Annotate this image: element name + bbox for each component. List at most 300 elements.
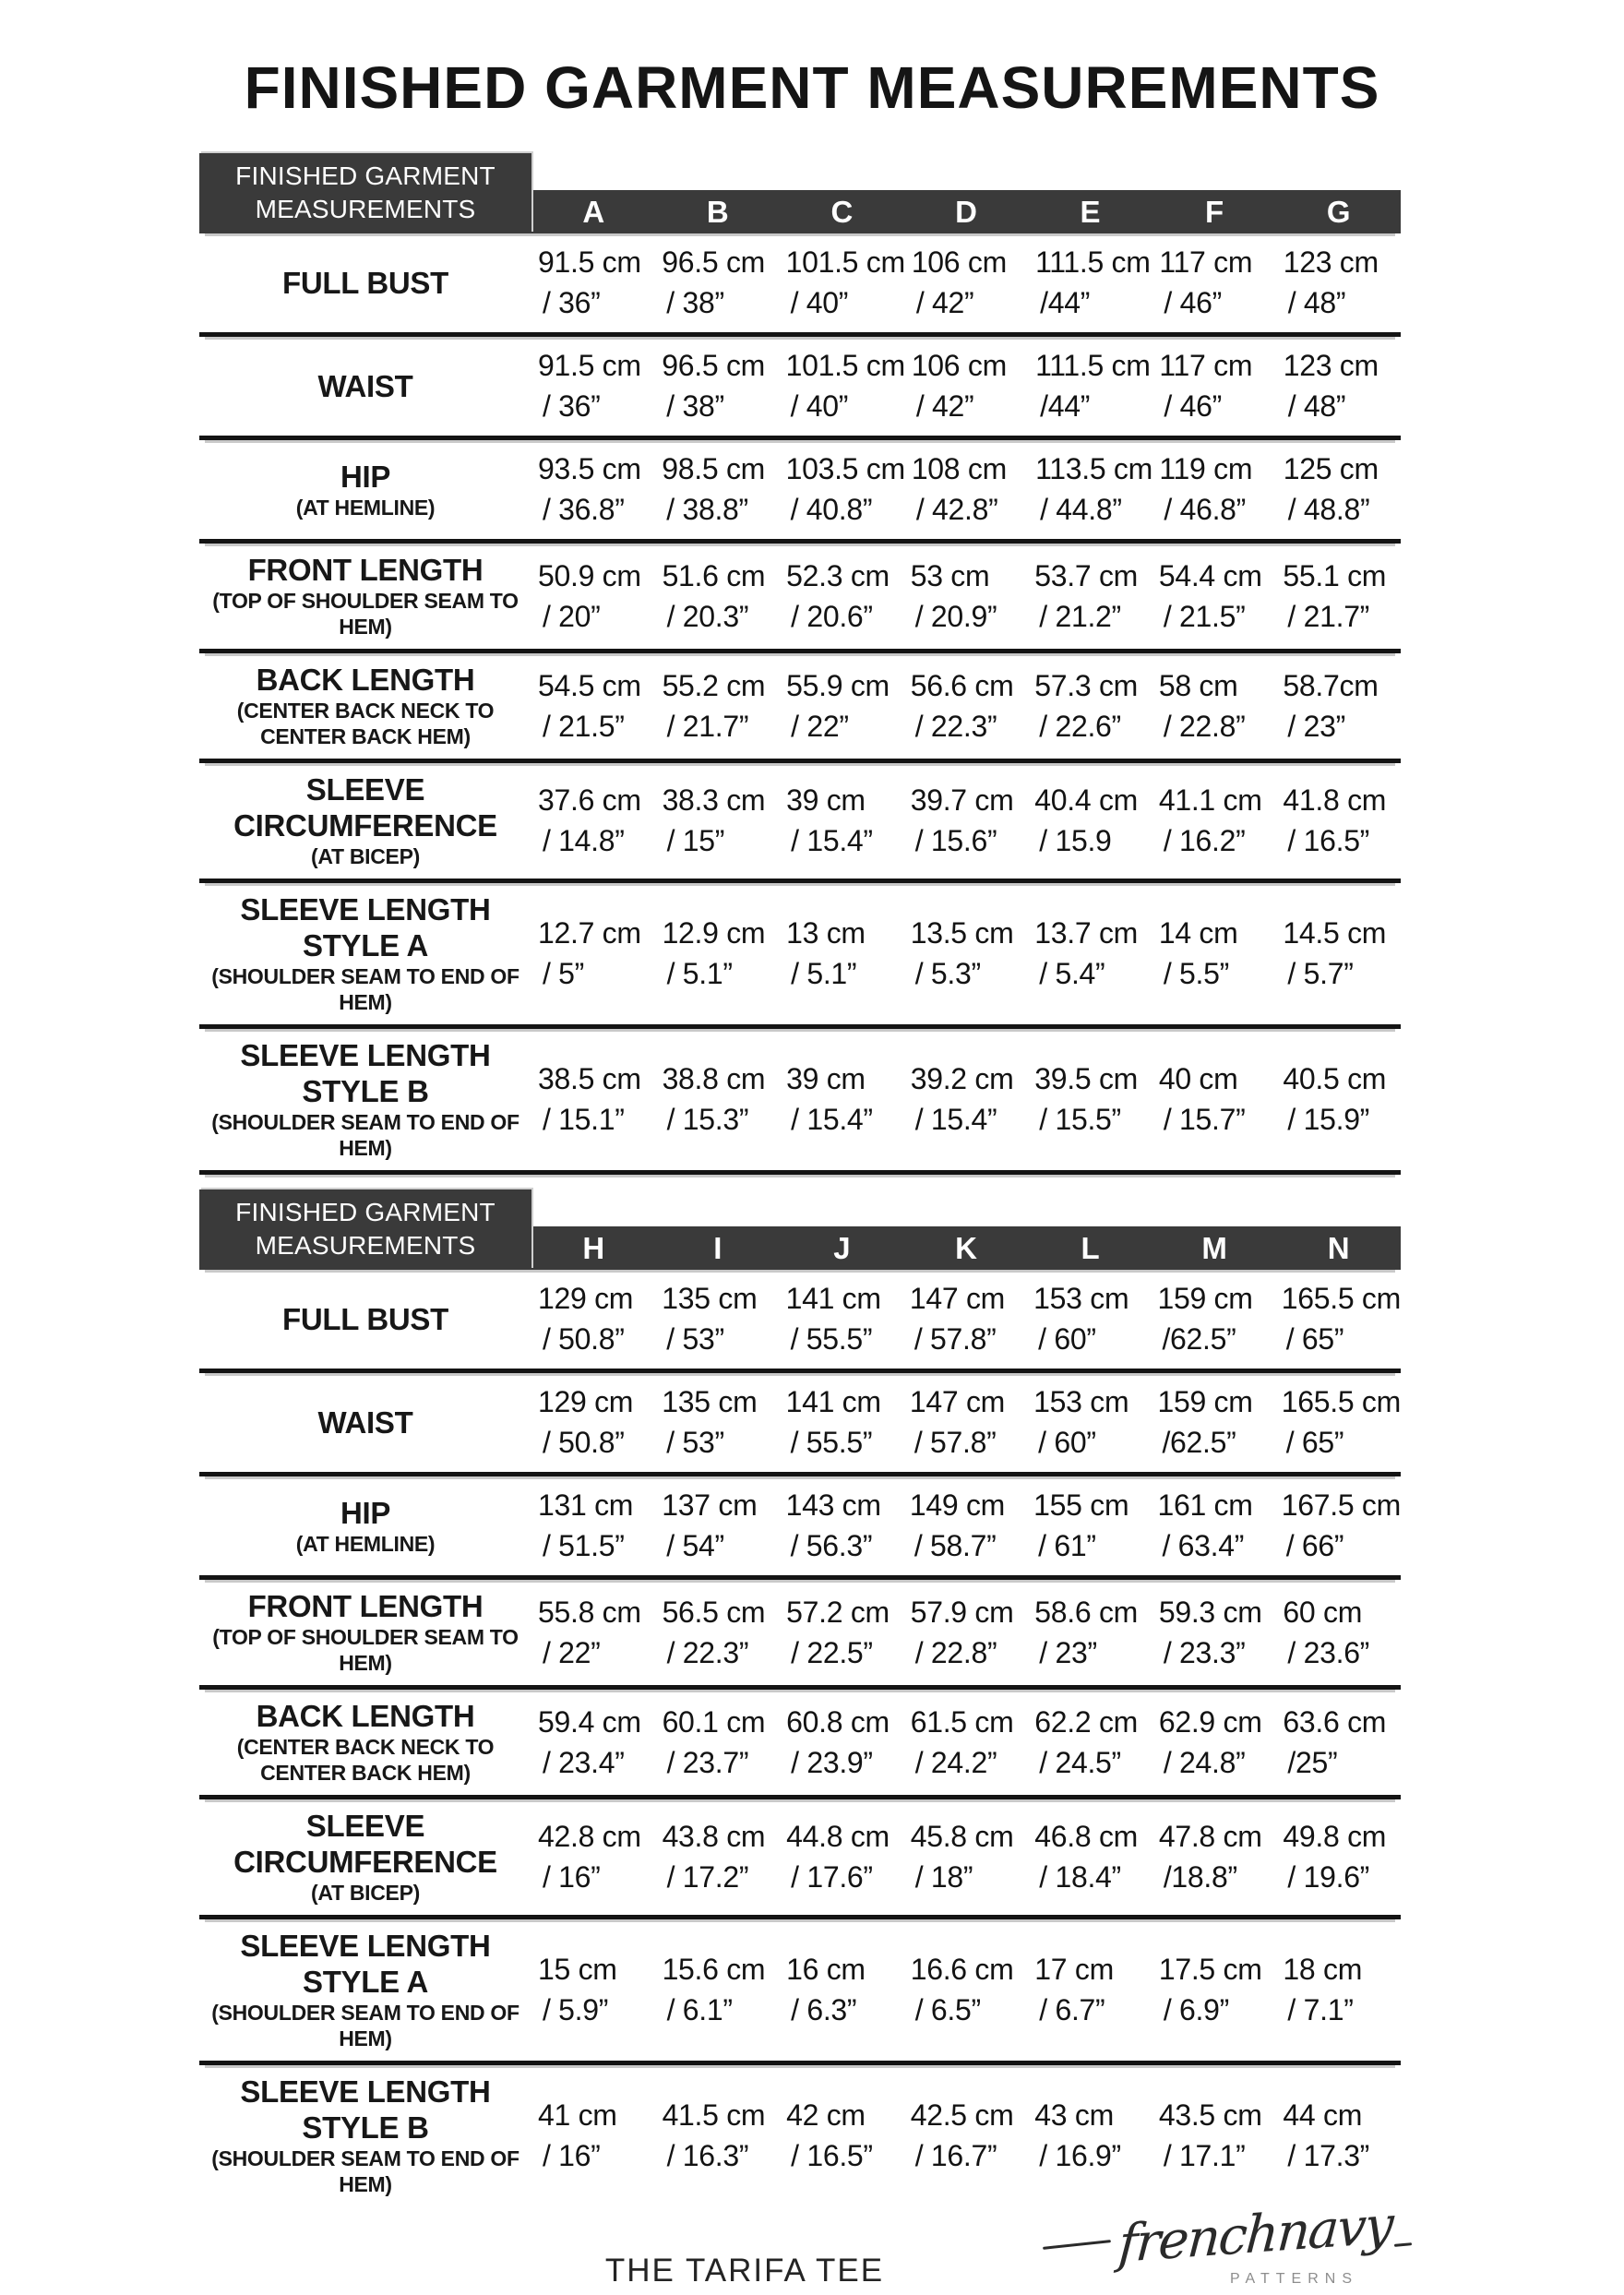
measurement-inches: / 42.8” (915, 493, 998, 526)
measurement-cell (905, 448, 1029, 530)
measurement-cm: 56.5 cm (662, 1595, 766, 1629)
measurement-inches: / 22” (543, 1635, 601, 1669)
measurement-cm: 18 cm (1283, 1953, 1363, 1986)
measurement-cm: 50.9 cm (538, 558, 641, 592)
measurement-cell (780, 913, 904, 994)
logo-flourish-right (1394, 2242, 1412, 2247)
measurement-cm: 55.9 cm (786, 668, 890, 702)
measurement-cm: 17 cm (1034, 1953, 1114, 1986)
table-corner-label (199, 1189, 531, 1270)
measurement-cell (904, 1592, 1029, 1673)
measurement-row (199, 1270, 1401, 1373)
measurement-inches: / 20.3” (666, 599, 749, 633)
measurement-inches: / 15.4” (914, 1103, 997, 1136)
measurement-cm: 167.5 cm (1281, 1488, 1401, 1522)
measurement-inches: / 6.5” (914, 1993, 981, 2026)
size-column-header: E (1080, 194, 1101, 229)
measurement-cm: 44.8 cm (786, 1820, 890, 1853)
measurement-cm: 101.5 cm (785, 349, 905, 382)
measurement-cm: 39 cm (786, 1062, 866, 1095)
measurement-cm: 161 cm (1157, 1488, 1253, 1522)
measurement-inches: / 16” (543, 1860, 601, 1894)
measurement-cm: 60 cm (1283, 1595, 1363, 1629)
measurement-inches: / 7.1” (1287, 1993, 1354, 2026)
row-label-cell (199, 662, 531, 749)
measurement-cm: 38.5 cm (538, 1062, 641, 1095)
measurement-cell (656, 913, 781, 994)
measurement-cell (1152, 780, 1277, 861)
measurement-cell (1027, 1278, 1151, 1359)
measurement-cell (1276, 913, 1401, 994)
size-column-header: G (1326, 194, 1351, 229)
measurement-cell (1028, 2095, 1152, 2176)
row-label-cell (199, 2074, 531, 2197)
measurement-inches: / 18.4” (1039, 1860, 1121, 1894)
measurement-row (199, 1029, 1401, 1175)
measurement-cell (1276, 665, 1401, 747)
logo-flourish-left (1043, 2240, 1111, 2250)
measurement-cell (1028, 556, 1152, 637)
measurement-cell (1028, 1949, 1152, 2030)
measurement-cm: 51.6 cm (662, 558, 766, 592)
measurement-cell (531, 556, 656, 637)
measurement-cm: 44 cm (1283, 2098, 1363, 2132)
measurement-inches: / 36” (543, 286, 601, 319)
corner-label-line: FINISHED GARMENT (235, 161, 496, 190)
measurement-cell (1152, 448, 1276, 530)
measurement-inches: / 48” (1287, 389, 1346, 423)
measurement-cm: 41.8 cm (1283, 783, 1387, 817)
measurement-cm: 15.6 cm (662, 1953, 766, 1986)
measurement-cell (780, 1381, 903, 1463)
measurement-inches: / 17.2” (666, 1860, 749, 1894)
measurement-row (199, 763, 1401, 883)
measurement-cell (655, 448, 779, 530)
measurement-cm: 39.7 cm (910, 783, 1014, 817)
row-label: FRONT LENGTH (247, 1589, 484, 1623)
measurement-inches: / 60” (1038, 1322, 1096, 1356)
measurement-inches: / 60” (1038, 1426, 1096, 1459)
measurement-cm: 159 cm (1157, 1282, 1253, 1315)
measurement-inches: / 16.3” (666, 2139, 749, 2172)
measurement-inches: / 16.5” (1287, 824, 1370, 857)
measurement-cell (1152, 1702, 1277, 1783)
measurement-cell (1276, 2095, 1401, 2176)
measurement-cm: 37.6 cm (538, 783, 641, 817)
measurement-cell (656, 1592, 781, 1673)
row-label: BACK LENGTH (256, 1699, 475, 1733)
measurement-cm: 39.2 cm (910, 1062, 1014, 1095)
measurement-row (199, 233, 1401, 337)
measurement-cell (903, 1278, 1027, 1359)
measurement-inches: / 22.8” (914, 1635, 997, 1669)
measurement-cm: 62.9 cm (1158, 1704, 1262, 1739)
measurement-inches: / 22.3” (666, 1635, 749, 1669)
measurement-cm: 129 cm (538, 1282, 634, 1315)
measurement-inches: / 51.5” (543, 1529, 625, 1562)
size-column-header: L (1081, 1230, 1100, 1265)
row-sublabel: (SHOULDER SEAM TO END OF HEM) (211, 2001, 519, 2050)
measurement-inches: / 20” (543, 599, 601, 633)
measurement-cm: 101.5 cm (785, 245, 905, 279)
size-table-h-n (199, 1198, 1401, 2206)
measurement-row (199, 1690, 1401, 1799)
measurement-cell (655, 242, 779, 323)
row-sublabel: (CENTER BACK NECK TO CENTER BACK HEM) (236, 699, 495, 748)
measurement-cell (531, 1592, 656, 1673)
measurement-cell (904, 1816, 1029, 1897)
size-column-header: D (955, 194, 977, 229)
measurement-cm: 135 cm (662, 1385, 758, 1418)
measurement-cell (1028, 1058, 1152, 1140)
measurement-inches: / 56.3” (790, 1529, 873, 1562)
measurement-cell (904, 1949, 1029, 2030)
row-label: SLEEVE LENGTH STYLE A (240, 1929, 491, 1999)
measurement-cell (531, 1816, 656, 1897)
measurement-cell (656, 556, 781, 637)
measurement-cm: 106 cm (911, 349, 1007, 382)
row-label: FRONT LENGTH (247, 553, 484, 587)
measurement-inches: / 19.6” (1287, 1860, 1370, 1894)
measurement-cm: 17.5 cm (1158, 1953, 1262, 1986)
measurement-inches: / 20.6” (791, 599, 873, 633)
size-column-header: J (833, 1230, 851, 1265)
measurement-inches: / 58.7” (914, 1529, 997, 1562)
measurement-inches: / 55.5” (790, 1426, 873, 1459)
measurement-row (199, 2065, 1401, 2206)
measurement-cm: 60.1 cm (662, 1704, 766, 1739)
measurement-cm: 16 cm (786, 1953, 866, 1986)
measurement-cell (780, 2095, 904, 2176)
measurement-cm: 16.6 cm (910, 1953, 1014, 1986)
measurement-cm: 40.5 cm (1283, 1062, 1387, 1095)
measurement-cell (656, 1816, 781, 1897)
measurement-inches: / 18” (914, 1860, 973, 1894)
row-sublabel: (TOP OF SHOULDER SEAM TO HEM) (212, 1625, 519, 1675)
measurement-cm: 43.8 cm (662, 1820, 766, 1853)
measurement-cm: 40 cm (1158, 1062, 1238, 1095)
measurement-cell (656, 2095, 781, 2176)
row-label-cell (199, 1301, 531, 1337)
measurement-cell (531, 1949, 656, 2030)
measurement-cell (531, 2095, 656, 2176)
row-label: FULL BUST (281, 265, 448, 300)
measurement-inches: / 36.8” (543, 493, 625, 526)
size-column-header: I (713, 1230, 722, 1265)
measurement-inches: / 15” (666, 824, 725, 857)
measurement-inches: / 65” (1285, 1322, 1344, 1356)
measurement-inches: / 46.8” (1164, 493, 1247, 526)
brand-logo-sub: PATTERNS (1230, 2271, 1358, 2287)
measurement-inches: / 48” (1287, 286, 1346, 319)
measurement-inches: / 24.8” (1163, 1745, 1246, 1779)
measurement-inches: / 57.8” (914, 1322, 997, 1356)
measurement-inches: / 15.6” (914, 824, 997, 857)
measurement-cell (780, 1278, 903, 1359)
measurement-cell (1276, 1058, 1401, 1140)
brand-logo-row (1043, 2194, 1412, 2275)
measurement-inches: / 50.8” (543, 1322, 625, 1356)
measurement-cm: 58.6 cm (1034, 1595, 1139, 1629)
measurement-cell (1028, 1816, 1152, 1897)
measurement-cell (656, 1702, 781, 1783)
measurement-inches: / 16.9” (1039, 2139, 1121, 2172)
measurement-cm: 123 cm (1283, 245, 1379, 279)
measurement-inches: / 57.8” (914, 1426, 997, 1459)
tables-area (199, 161, 1401, 2206)
measurement-inches: /44” (1040, 286, 1091, 319)
measurement-cell (780, 1949, 904, 2030)
measurement-row (199, 1373, 1401, 1476)
measurement-inches: / 16.2” (1163, 824, 1246, 857)
measurement-cm: 55.1 cm (1283, 558, 1387, 592)
measurement-inches: / 24.5” (1039, 1745, 1121, 1779)
measurement-inches: / 5.1” (791, 957, 857, 990)
measurement-cell (531, 1058, 656, 1140)
corner-label-line: FINISHED GARMENT (235, 1198, 496, 1226)
measurement-inches: / 5.9” (543, 1993, 609, 2026)
measurement-cell (1276, 1816, 1401, 1897)
measurement-inches: / 23.4” (543, 1745, 625, 1779)
measurement-cm: 91.5 cm (538, 245, 641, 279)
measurement-cm: 137 cm (662, 1488, 758, 1522)
row-label-cell (199, 771, 531, 869)
measurement-inches: / 6.9” (1163, 1993, 1229, 2026)
page-footer (199, 2194, 1401, 2295)
measurement-cm: 41.5 cm (662, 2098, 766, 2132)
size-column-header: M (1201, 1230, 1227, 1265)
measurement-cell (531, 1278, 655, 1359)
measurement-cm: 147 cm (909, 1282, 1006, 1315)
measurement-cell (1152, 1592, 1277, 1673)
measurement-cm: 125 cm (1283, 452, 1379, 485)
measurement-cm: 41 cm (538, 2098, 617, 2132)
measurement-cell (780, 665, 904, 747)
measurement-cm: 119 cm (1159, 452, 1253, 485)
row-sublabel: (TOP OF SHOULDER SEAM TO HEM) (212, 589, 519, 639)
measurement-cm: 62.2 cm (1034, 1704, 1139, 1739)
measurement-cell (655, 1485, 779, 1566)
row-label: FULL BUST (281, 1301, 448, 1336)
measurement-cell (531, 448, 655, 530)
measurement-cm: 113.5 cm (1035, 452, 1152, 485)
row-label: HIP (340, 1495, 391, 1530)
measurement-cell (1152, 665, 1277, 747)
measurement-inches: / 17.6” (791, 1860, 873, 1894)
measurement-row (199, 883, 1401, 1029)
row-label-cell (199, 1037, 531, 1161)
measurement-inches: / 46” (1164, 389, 1222, 423)
measurement-cm: 91.5 cm (538, 349, 641, 382)
measurement-cell (531, 913, 656, 994)
measurement-cell (905, 345, 1029, 426)
corner-label-line: MEASUREMENTS (255, 1231, 476, 1260)
measurement-cell (1152, 1058, 1277, 1140)
measurement-inches: / 5” (543, 957, 585, 990)
measurement-cm: 135 cm (662, 1282, 758, 1315)
pattern-name: THE TARIFA TEE (604, 2253, 885, 2289)
row-label-cell (199, 1808, 531, 1906)
row-label: BACK LENGTH (256, 663, 475, 697)
row-sublabel: (CENTER BACK NECK TO CENTER BACK HEM) (236, 1735, 495, 1785)
measurement-cell (904, 2095, 1029, 2176)
measurement-cell (656, 665, 781, 747)
row-label-cell (199, 552, 531, 639)
measurement-cm: 39.5 cm (1034, 1062, 1139, 1095)
size-column-header: F (1205, 194, 1224, 229)
measurement-cm: 14.5 cm (1283, 916, 1387, 950)
measurement-cell (780, 556, 904, 637)
row-label: SLEEVE CIRCUMFERENCE (233, 1809, 497, 1879)
measurement-inches: / 23.9” (791, 1745, 873, 1779)
measurement-cell (656, 780, 781, 861)
measurement-row (199, 544, 1401, 653)
measurement-cm: 96.5 cm (662, 349, 766, 382)
measurement-inches: / 46” (1164, 286, 1222, 319)
measurement-inches: / 36” (543, 389, 601, 423)
size-column-header: K (955, 1230, 977, 1265)
measurement-cm: 111.5 cm (1035, 349, 1151, 382)
measurement-cell (780, 345, 905, 426)
measurement-cm: 58.7cm (1283, 668, 1379, 702)
measurement-cm: 13.5 cm (910, 916, 1014, 950)
measurement-row (199, 1799, 1401, 1919)
measurement-cell (1028, 1592, 1152, 1673)
measurement-inches: / 5.7” (1287, 957, 1354, 990)
measurement-inches: / 6.1” (666, 1993, 733, 2026)
measurement-cell (1027, 1485, 1151, 1566)
measurement-cm: 45.8 cm (910, 1820, 1014, 1853)
measurement-cell (531, 780, 656, 861)
measurement-cm: 54.4 cm (1158, 558, 1262, 592)
measurement-row (199, 653, 1401, 763)
measurement-inches: / 15.3” (666, 1103, 749, 1136)
measurement-inches: / 22.5” (791, 1635, 873, 1669)
measurement-cm: 55.2 cm (662, 668, 766, 702)
row-label-cell (199, 1928, 531, 2051)
measurement-inches: / 42” (915, 389, 974, 423)
measurement-row (199, 1476, 1401, 1580)
measurement-cell (1029, 345, 1152, 426)
measurement-inches: / 24.2” (914, 1745, 997, 1779)
measurement-cm: 108 cm (911, 452, 1007, 485)
row-label: SLEEVE LENGTH STYLE B (240, 2074, 491, 2145)
measurement-cm: 60.8 cm (786, 1704, 890, 1739)
measurement-cm: 42.5 cm (910, 2098, 1014, 2132)
table-header (199, 1198, 1401, 1270)
measurement-inches: / 23” (1039, 1635, 1097, 1669)
measurement-cm: 41.1 cm (1158, 783, 1262, 817)
row-label-cell (199, 1404, 531, 1440)
measurement-cell (1028, 780, 1152, 861)
row-sublabel: (SHOULDER SEAM TO END OF HEM) (211, 2146, 519, 2196)
measurement-inches: / 40” (790, 286, 849, 319)
measurement-inches: / 5.4” (1039, 957, 1105, 990)
measurement-inches: / 15.9” (1287, 1103, 1370, 1136)
row-sublabel: (SHOULDER SEAM TO END OF HEM) (211, 964, 519, 1014)
measurement-cm: 153 cm (1033, 1385, 1129, 1418)
measurement-cm: 165.5 cm (1281, 1385, 1401, 1418)
measurement-cell (1028, 1702, 1152, 1783)
row-sublabel: (SHOULDER SEAM TO END OF HEM) (211, 1110, 519, 1160)
measurement-inches: / 23.3” (1163, 1635, 1246, 1669)
measurement-cm: 52.3 cm (786, 558, 890, 592)
measurement-cell (780, 1485, 903, 1566)
measurement-cm: 43.5 cm (1158, 2098, 1262, 2132)
measurement-cm: 39 cm (786, 783, 866, 817)
measurement-cm: 47.8 cm (1158, 1820, 1262, 1853)
measurement-inches: / 50.8” (543, 1426, 625, 1459)
page-title: FINISHED GARMENT MEASUREMENTS (244, 54, 1380, 121)
measurement-cm: 38.3 cm (662, 783, 766, 817)
measurement-cell (780, 1592, 904, 1673)
brand-logo (1043, 2194, 1412, 2288)
measurement-cm: 155 cm (1033, 1488, 1129, 1522)
measurement-cell (656, 1949, 781, 2030)
measurement-cell (1275, 1381, 1401, 1463)
measurement-inches: / 5.3” (914, 957, 981, 990)
measurement-inches: / 22.6” (1039, 709, 1121, 743)
measurement-cm: 117 cm (1159, 245, 1253, 279)
measurement-cm: 165.5 cm (1281, 1282, 1401, 1315)
measurement-inches: / 16.5” (791, 2139, 873, 2172)
measurement-inches: / 17.1” (1163, 2139, 1246, 2172)
row-label: WAIST (317, 1404, 413, 1440)
size-column-header: A (582, 194, 605, 229)
measurement-cm: 59.3 cm (1158, 1595, 1262, 1629)
measurement-cell (1276, 780, 1401, 861)
measurement-cm: 46.8 cm (1034, 1820, 1139, 1853)
measurement-cm: 106 cm (911, 245, 1007, 279)
measurement-inches: / 38” (666, 389, 724, 423)
measurement-cm: 123 cm (1283, 349, 1379, 382)
measurement-inches: / 6.7” (1039, 1993, 1105, 2026)
measurement-inches: /18.8” (1163, 1860, 1237, 1894)
row-label-cell (199, 1495, 531, 1557)
measurement-inches: / 65” (1285, 1426, 1344, 1459)
measurement-cell (655, 1381, 779, 1463)
measurement-cm: 14 cm (1158, 916, 1238, 950)
measurement-cm: 149 cm (909, 1488, 1006, 1522)
corner-label-line: MEASUREMENTS (255, 195, 476, 223)
measurement-inches: / 14.8” (543, 824, 625, 857)
measurement-cell (905, 242, 1029, 323)
measurement-cell (1152, 556, 1277, 637)
measurement-inches: / 61” (1038, 1529, 1096, 1562)
measurement-cm: 147 cm (909, 1385, 1006, 1418)
measurement-cell (1276, 1592, 1401, 1673)
measurement-inches: / 40” (790, 389, 849, 423)
measurement-inches: /62.5” (1162, 1426, 1236, 1459)
measurement-cm: 57.2 cm (786, 1595, 890, 1629)
measurement-inches: / 17.3” (1287, 2139, 1370, 2172)
measurement-inches: / 53” (666, 1322, 724, 1356)
measurement-inches: / 22.8” (1163, 709, 1246, 743)
row-sublabel: (AT HEMLINE) (295, 495, 436, 520)
measurement-cm: 58 cm (1158, 668, 1238, 702)
measurement-inches: / 15.9 (1039, 824, 1112, 857)
table-header (199, 161, 1401, 233)
measurement-row (199, 337, 1401, 440)
measurement-cell (1029, 448, 1152, 530)
measurement-cm: 56.6 cm (910, 668, 1014, 702)
measurement-inches: /62.5” (1162, 1322, 1236, 1356)
measurement-cm: 61.5 cm (910, 1704, 1014, 1739)
measurement-cm: 53 cm (910, 558, 990, 592)
measurement-inches: / 42” (915, 286, 974, 319)
measurement-inches: / 15.7” (1163, 1103, 1246, 1136)
measurement-inches: / 22” (791, 709, 849, 743)
